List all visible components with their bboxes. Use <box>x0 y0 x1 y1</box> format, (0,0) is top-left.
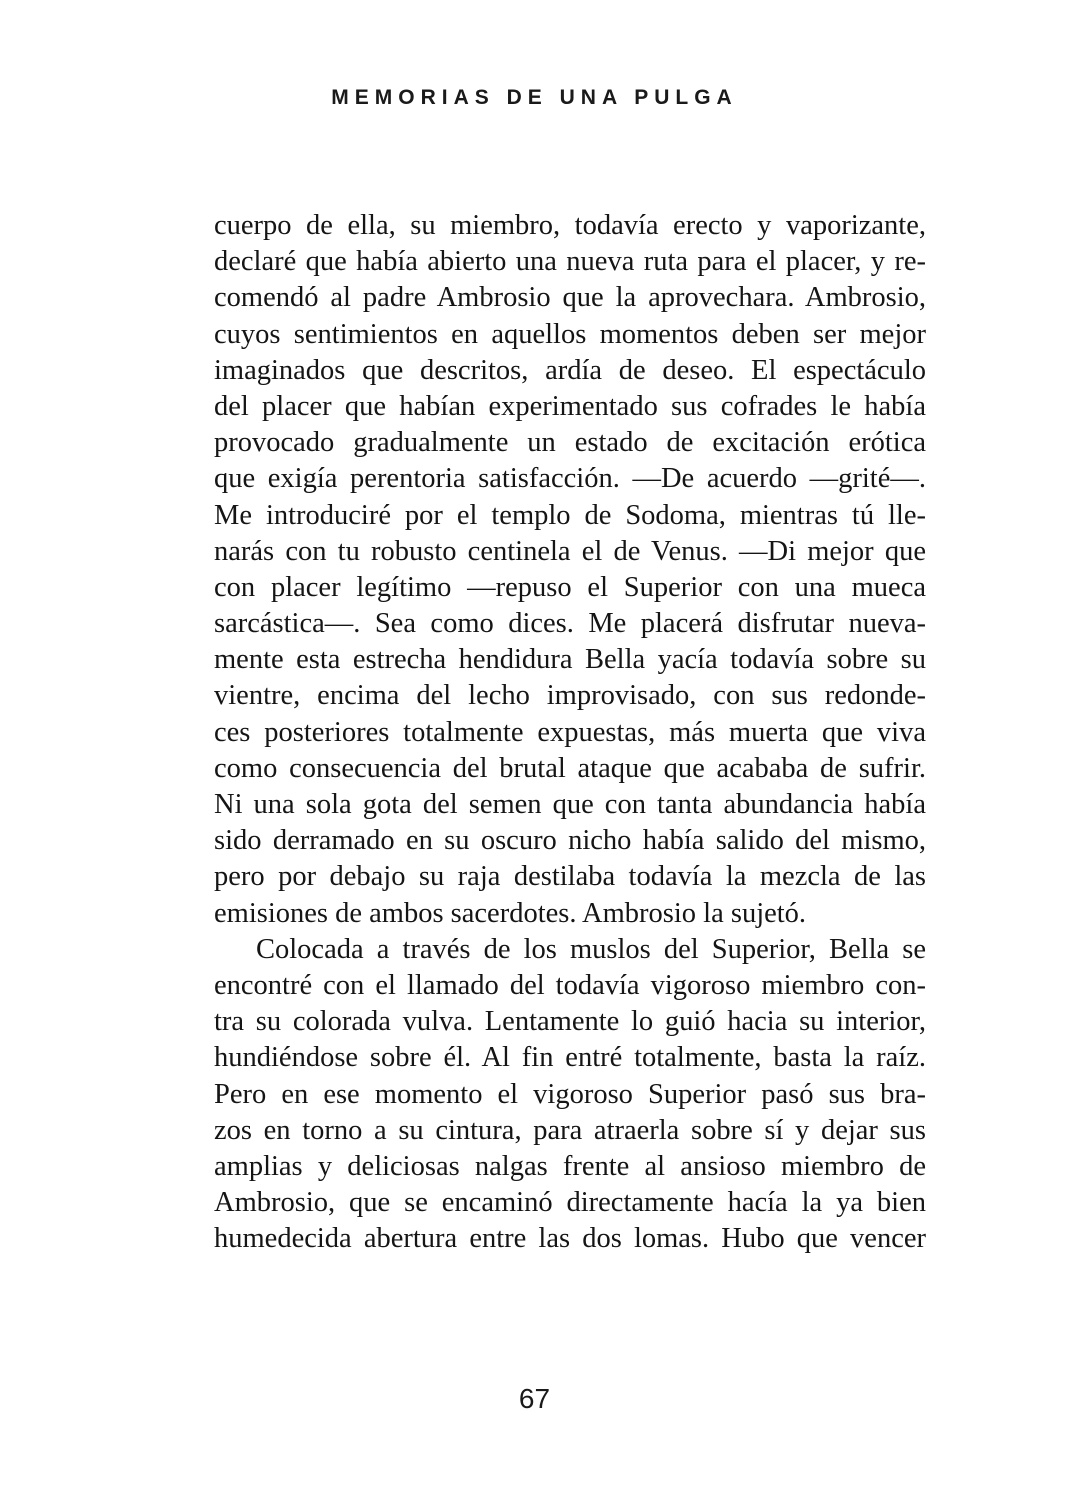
text-line: hundiéndose sobre él. Al fin entré totalmente, basta la raíz. <box>214 1042 926 1074</box>
page-number: 67 <box>518 1383 551 1414</box>
text-line: ces posteriores totalmente expuestas, más muerta que viva <box>214 716 926 748</box>
text-line: emisiones de ambos sacerdotes. Ambrosio la sujetó. <box>214 897 807 929</box>
text-line: mente esta estrecha hendidura Bella yacía todavía sobre su <box>214 644 926 676</box>
text-line: amplias y deliciosas nalgas frente al ansioso miembro de <box>214 1150 926 1182</box>
text-line: provocado gradualmente un estado de excitación erótica <box>214 427 926 459</box>
text-line: del placer que habían experimentado sus cofrades le había <box>214 390 926 422</box>
text-line: sarcástica—. Sea como dices. Me placerá disfrutar nueva- <box>214 608 926 640</box>
body-text <box>214 208 926 1257</box>
paragraph-2 <box>214 932 926 1258</box>
text-line: vientre, encima del lecho improvisado, con sus redonde- <box>214 680 926 712</box>
text-line: cuerpo de ella, su miembro, todavía erecto y vaporizante, <box>214 210 926 241</box>
text-line: Pero en ese momento el vigoroso Superior pasó sus bra- <box>214 1078 926 1110</box>
text-line: como consecuencia del brutal ataque que acababa de sufrir. <box>214 752 926 784</box>
text-line: comendó al padre Ambrosio que la aprovechara. Ambrosio, <box>214 282 926 314</box>
text-line: Me introduciré por el templo de Sodoma, mientras tú lle- <box>214 499 926 531</box>
text-line: con placer legítimo —repuso el Superior con una mueca <box>214 571 926 603</box>
text-line: imaginados que descritos, ardía de deseo. El espectáculo <box>214 354 926 386</box>
text-line: humedecida abertura entre las dos lomas. Hubo que vencer <box>214 1223 926 1255</box>
text-line: que exigía perentoria satisfacción. —De acuerdo —grité—. <box>214 463 926 495</box>
text-line: tra su colorada vulva. Lentamente lo guió hacia su interior, <box>214 1006 926 1038</box>
text-line: cuyos sentimientos en aquellos momentos deben ser mejor <box>214 318 926 350</box>
text-line: declaré que había abierto una nueva ruta para el placer, y re- <box>214 246 926 278</box>
text-line: Ambrosio, que se encaminó directamente hacía la ya bien <box>214 1187 926 1219</box>
text-line: Colocada a través de los muslos del Superior, Bella se <box>256 933 926 965</box>
text-line: encontré con el llamado del todavía vigoroso miembro con- <box>214 969 926 1001</box>
text-line: pero por debajo su raja destilaba todavía la mezcla de las <box>214 861 926 893</box>
running-head-title: MEMORIAS DE UNA PULGA <box>331 86 738 109</box>
text-line: sido derramado en su oscuro nicho había salido del mismo, <box>214 825 926 857</box>
text-line: narás con tu robusto centinela el de Venus. —Di mejor que <box>214 535 926 567</box>
text-line: zos en torno a su cintura, para atraerla sobre sí y dejar sus <box>214 1114 926 1146</box>
text-line: Ni una sola gota del semen que con tanta abundancia había <box>214 789 926 820</box>
paragraph-1 <box>214 208 926 932</box>
